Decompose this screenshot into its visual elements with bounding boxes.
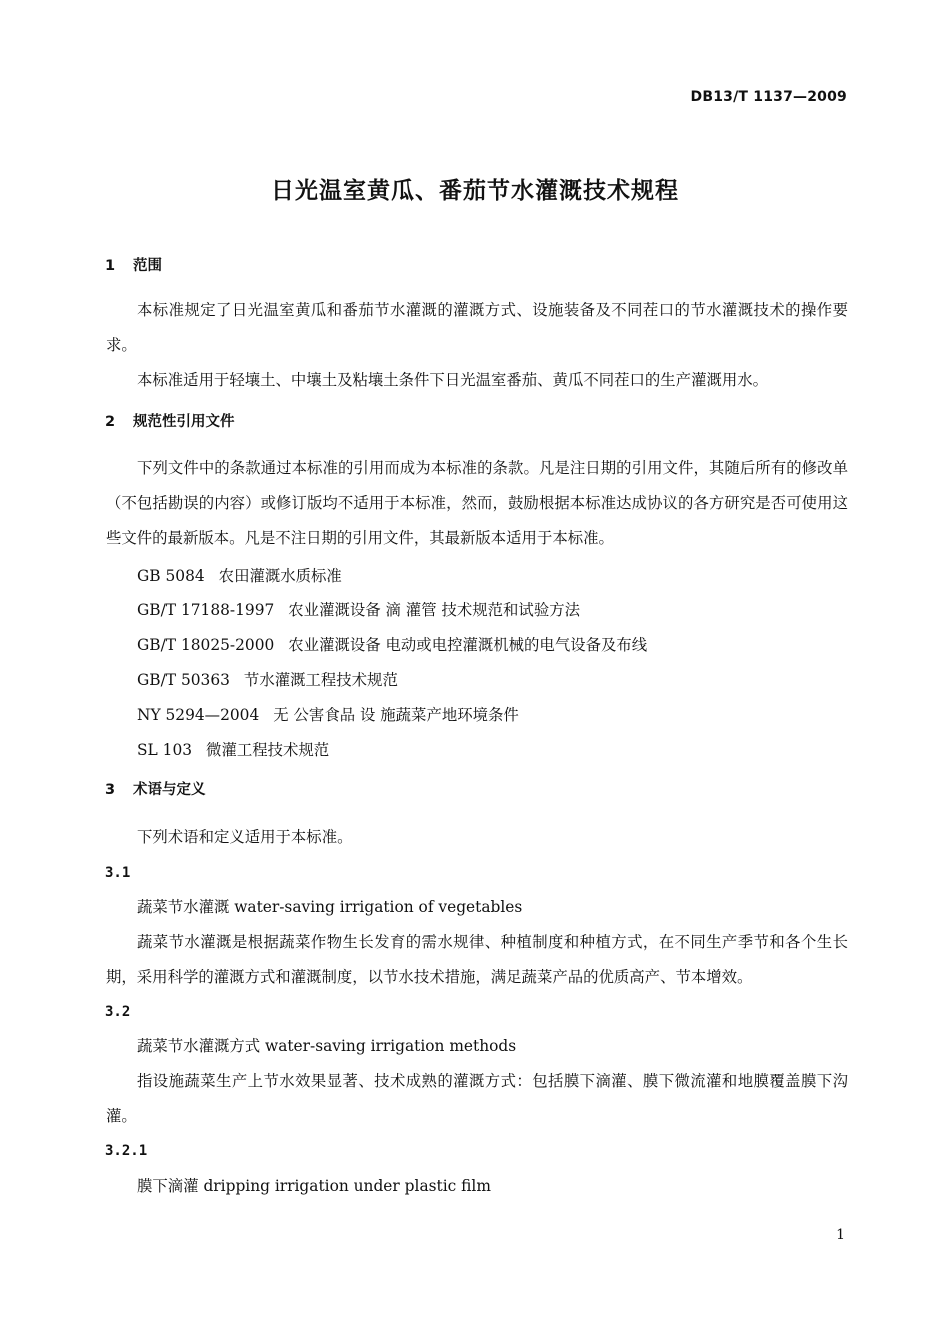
references-intro: 下列文件中的条款通过本标准的引用而成为本标准的条款。凡是注日期的引用文件，其随后所有的修改单（不包括勘误的内容）或修订版均不适用于本标准，然而，鼓励根据本标准达成协议的各方研究是否可使用这些文件的最新版本。凡是不注日期的引用文件，其最新版本适用于本标准。 — [106, 459, 848, 547]
scope-paragraph-2: 本标准适用于轻壤土、中壤土及粘壤土条件下日光温室番茄、黄瓜不同茬口的生产灌溉用水。 — [137, 371, 769, 389]
section-2-heading — [105, 412, 235, 432]
reference-title: 微灌工程技术规范 — [206, 741, 330, 759]
section-2-title: 规范性引用文件 — [133, 414, 235, 430]
reference-code: GB/T 50363 — [137, 671, 230, 689]
reference-code: GB 5084 — [137, 567, 205, 585]
section-1-title: 范围 — [133, 258, 162, 274]
reference-item — [137, 669, 398, 691]
clause-3-2-number: 3.2 — [105, 1004, 131, 1020]
terms-intro: 下列术语和定义适用于本标准。 — [137, 828, 353, 846]
reference-code: GB/T 17188-1997 — [137, 601, 275, 619]
definition-3-2: 指设施蔬菜生产上节水效果显著、技术成熟的灌溉方式：包括膜下滴灌、膜下微流灌和地膜覆盖膜下沟灌。 — [106, 1072, 848, 1125]
reference-code: SL 103 — [137, 741, 193, 759]
reference-code: NY 5294—2004 — [137, 706, 260, 724]
section-3-title: 术语与定义 — [133, 782, 206, 798]
reference-item — [137, 565, 342, 587]
clause-3-2-1-number: 3.2.1 — [105, 1143, 148, 1159]
section-2-number: 2 — [105, 414, 116, 430]
definition-3-1: 蔬菜节水灌溉是根据蔬菜作物生长发育的需水规律、种植制度和种植方式，在不同生产季节和各个生长期，采用科学的灌溉方式和灌溉制度，以节水技术措施，满足蔬菜产品的优质高产、节本增效。 — [106, 933, 848, 986]
reference-item — [137, 599, 580, 621]
reference-item — [137, 704, 519, 726]
term-3-1: 蔬菜节水灌溉 water-saving irrigation of vegetables — [137, 898, 523, 916]
section-1-heading — [105, 256, 162, 276]
clause-3-1-number: 3.1 — [105, 865, 131, 881]
term-3-2: 蔬菜节水灌溉方式 water-saving irrigation methods — [137, 1037, 517, 1055]
reference-title: 节水灌溉工程技术规范 — [243, 671, 398, 689]
reference-item — [137, 739, 329, 761]
section-3-heading — [105, 780, 206, 800]
reference-title: 农业灌溉设备 滴 灌管 技术规范和试验方法 — [288, 601, 580, 619]
document-title: 日光温室黄瓜、番茄节水灌溉技术规程 — [271, 178, 679, 204]
reference-item — [137, 634, 647, 656]
section-3-number: 3 — [105, 782, 116, 798]
page-number: 1 — [836, 1227, 845, 1243]
scope-paragraph-1: 本标准规定了日光温室黄瓜和番茄节水灌溉的灌溉方式、设施装备及不同茬口的节水灌溉技术的操作要求。 — [106, 301, 848, 354]
section-1-number: 1 — [105, 258, 116, 274]
term-3-2-1: 膜下滴灌 dripping irrigation under plastic film — [137, 1177, 491, 1195]
reference-title: 农田灌溉水质标准 — [218, 567, 342, 585]
reference-title: 无 公害食品 设 施蔬菜产地环境条件 — [273, 706, 519, 724]
reference-title: 农业灌溉设备 电动或电控灌溉机械的电气设备及布线 — [288, 636, 648, 654]
standard-code: DB13/T 1137—2009 — [690, 89, 847, 105]
reference-code: GB/T 18025-2000 — [137, 636, 275, 654]
